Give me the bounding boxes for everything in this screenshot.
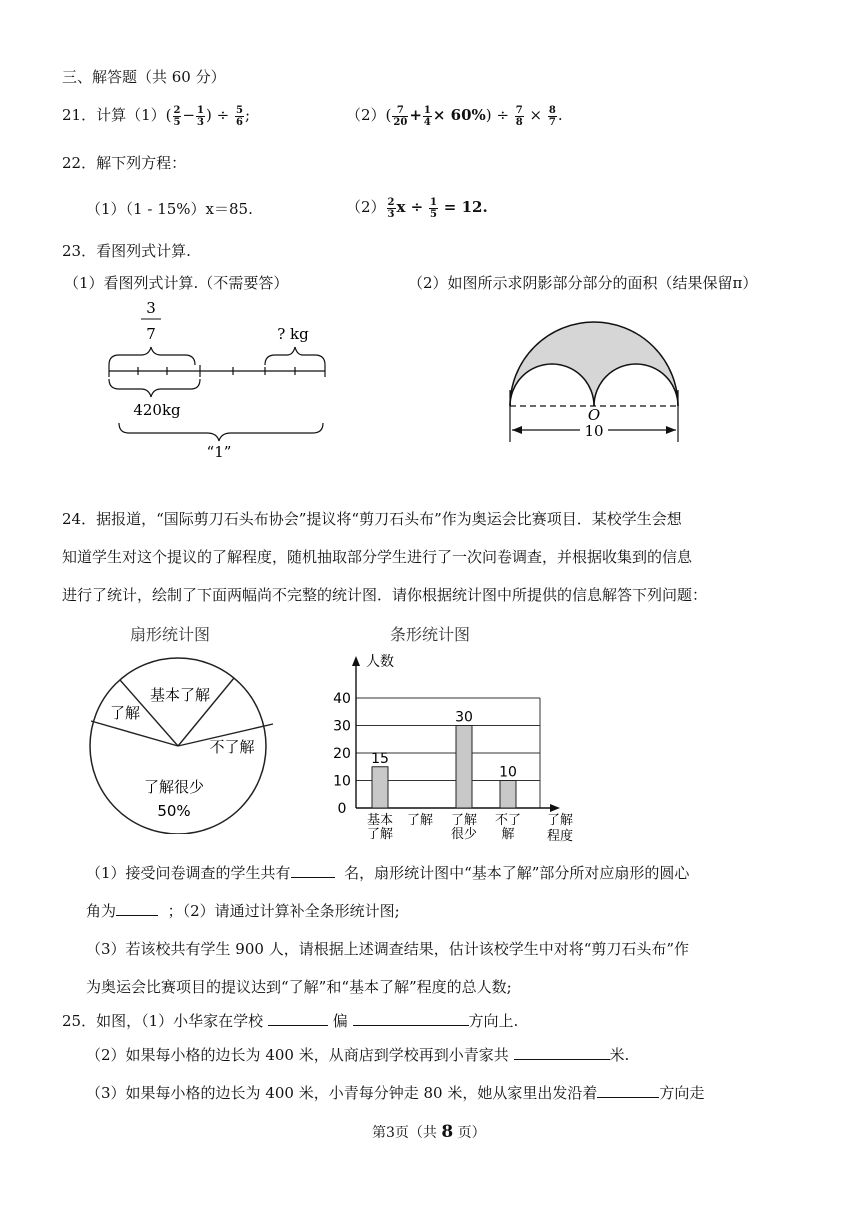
arrow-right xyxy=(666,426,676,434)
answer-blank[interactable] xyxy=(291,863,335,878)
arrow-left xyxy=(512,426,522,434)
y-tick-label: 40 xyxy=(333,691,351,707)
pie-label-basic: 基本了解 xyxy=(149,686,211,704)
answer-blank[interactable] xyxy=(116,901,158,916)
pie-label-know: 了解 xyxy=(110,704,141,722)
y-axis-arrow xyxy=(352,656,360,666)
fraction: $\frac{2}{5}$ xyxy=(173,104,181,128)
q22-part2: （2） $\frac{2}{3}$ x ÷ $\frac{1}{5}$ = 12. xyxy=(346,196,488,220)
bottom-brace-whole xyxy=(119,423,323,441)
bar xyxy=(500,781,516,809)
bar-chart xyxy=(318,648,588,848)
bottom-brace-known xyxy=(109,379,200,397)
semicircle-diagram xyxy=(498,310,693,450)
q21-label: 21．计算（1） xyxy=(62,106,166,124)
y-tick-label: 20 xyxy=(333,746,351,762)
whole-label: “1” xyxy=(206,443,232,461)
segment-diagram xyxy=(95,295,335,465)
bar-title: 条形统计图 xyxy=(390,625,471,644)
q24-sub3-line1: （3）若该校共有学生 900 人，请根据上述调查结果，估计该校学生中对将“剪刀石头布”作 xyxy=(86,940,690,958)
x-tick-label: 基本 xyxy=(366,813,394,828)
q24-sub1-line2: 角为 ；（2）请通过计算补全条形统计图; xyxy=(86,902,400,920)
y-tick-label: 10 xyxy=(333,773,351,790)
answer-blank[interactable] xyxy=(353,1011,469,1026)
fraction: $\frac{1}{5}$ xyxy=(430,196,437,220)
top-brace-right xyxy=(265,347,325,365)
pie-title: 扇形统计图 xyxy=(130,625,211,644)
q23-label: 23．看图列式计算. xyxy=(62,242,191,260)
pie-label-percent: 50% xyxy=(157,802,191,820)
frac-numerator: 3 xyxy=(146,299,156,317)
q22-label: 22．解下列方程： xyxy=(62,154,187,172)
bar xyxy=(456,726,472,809)
q22-part1: （1）（1 - 15%）x＝85. xyxy=(86,200,253,218)
top-brace-left xyxy=(109,347,195,365)
x-axis-arrow xyxy=(550,804,560,812)
frac-denominator: 7 xyxy=(146,325,156,343)
x-tick-label: 很少 xyxy=(450,827,478,842)
x-tick-label: 解 xyxy=(501,827,515,842)
pie-chart xyxy=(84,644,274,834)
q24-line3: 进行了统计，绘制了下面两幅尚不完整的统计图．请你根据统计图中所提供的信息解答下列问题： xyxy=(62,586,708,604)
page-footer: 第3页（共 8 页） xyxy=(372,1122,486,1142)
q24-line2: 知道学生对这个提议的了解程度，随机抽取部分学生进行了一次问卷调查，并根据收集到的信息 xyxy=(62,548,693,566)
q23-part2: （2）如图所示求阴影部分部分的面积（结果保留π） xyxy=(408,274,758,292)
current-page: 3 xyxy=(386,1125,395,1141)
q24-line1: 24．据报道，“国际剪刀石头布协会”提议将“剪刀石头布”作为奥运会比赛项目．某校学生会想 xyxy=(62,510,682,528)
bar xyxy=(372,767,388,808)
x-axis-label-1: 了解 xyxy=(546,813,574,828)
x-tick-label: 了解 xyxy=(450,813,478,828)
length-label: 10 xyxy=(584,422,604,440)
q24-sub3-line2: 为奥运会比赛项目的提议达到“了解”和“基本了解”程度的总人数; xyxy=(86,978,512,996)
x-axis-label-2: 程度 xyxy=(546,829,574,844)
q25-line2: （2）如果每小格的边长为 400 米，从商店到学校再到小青家共 米. xyxy=(86,1046,630,1064)
fraction: $\frac{2}{3}$ xyxy=(387,196,395,220)
center-label: O xyxy=(587,406,601,424)
q23-part1: （1）看图列式计算.（不需要答） xyxy=(64,274,289,292)
fraction: $\frac{5}{6}$ xyxy=(236,104,243,128)
q25-line1: 25．如图，（1）小华家在学校 偏 方向上. xyxy=(62,1012,519,1030)
x-tick-label: 了解 xyxy=(366,827,394,842)
unknown-weight: ? kg xyxy=(277,325,309,343)
q21-part1: 21．计算（1）( $\frac{2}{5}$ − $\frac{1}{3}$ ) ÷ $\frac{5}{6}$ ; xyxy=(62,104,251,128)
bar-data-label: 10 xyxy=(499,764,517,781)
pie-label-unknown: 不了解 xyxy=(209,738,255,756)
q25-line3: （3）如果每小格的边长为 400 米，小青每分钟走 80 米，她从家里出发沿着 方向走 xyxy=(86,1084,705,1102)
y-axis-label: 人数 xyxy=(366,654,394,670)
q21-part2: （2）( $\frac{7}{20}$ + $\frac{1}{4}$ × 60%) ÷ $\frac{7}{8}$ × $\frac{8}{7}$ . xyxy=(346,104,563,128)
bar-marks xyxy=(371,710,517,809)
fraction: $\frac{8}{7}$ xyxy=(548,104,556,128)
known-weight: 420kg xyxy=(133,401,181,419)
pie-label-little: 了解很少 xyxy=(143,778,205,796)
y-tick-labels xyxy=(333,691,351,817)
answer-blank[interactable] xyxy=(597,1083,659,1098)
fraction: $\frac{1}{4}$ xyxy=(423,104,431,128)
x-tick-label: 了解 xyxy=(406,813,434,828)
section-title: 三、解答题（共 60 分） xyxy=(62,68,226,86)
fraction: $\frac{7}{20}$ xyxy=(393,104,408,128)
answer-blank[interactable] xyxy=(514,1045,610,1060)
fraction: $\frac{1}{3}$ xyxy=(197,104,205,128)
fraction: $\frac{7}{8}$ xyxy=(515,104,523,128)
bar-data-label: 30 xyxy=(455,709,473,726)
bar-data-label: 15 xyxy=(371,750,389,767)
answer-blank[interactable] xyxy=(268,1011,328,1026)
y-tick-label: 0 xyxy=(337,801,347,817)
x-tick-label: 不了 xyxy=(494,813,522,828)
y-tick-label: 30 xyxy=(333,718,351,735)
total-pages: 8 xyxy=(441,1122,454,1142)
x-tick-labels xyxy=(367,812,521,842)
q24-sub1-line1: （1）接受问卷调查的学生共有 名，扇形统计图中“基本了解”部分所对应扇形的圆心 xyxy=(86,864,690,882)
